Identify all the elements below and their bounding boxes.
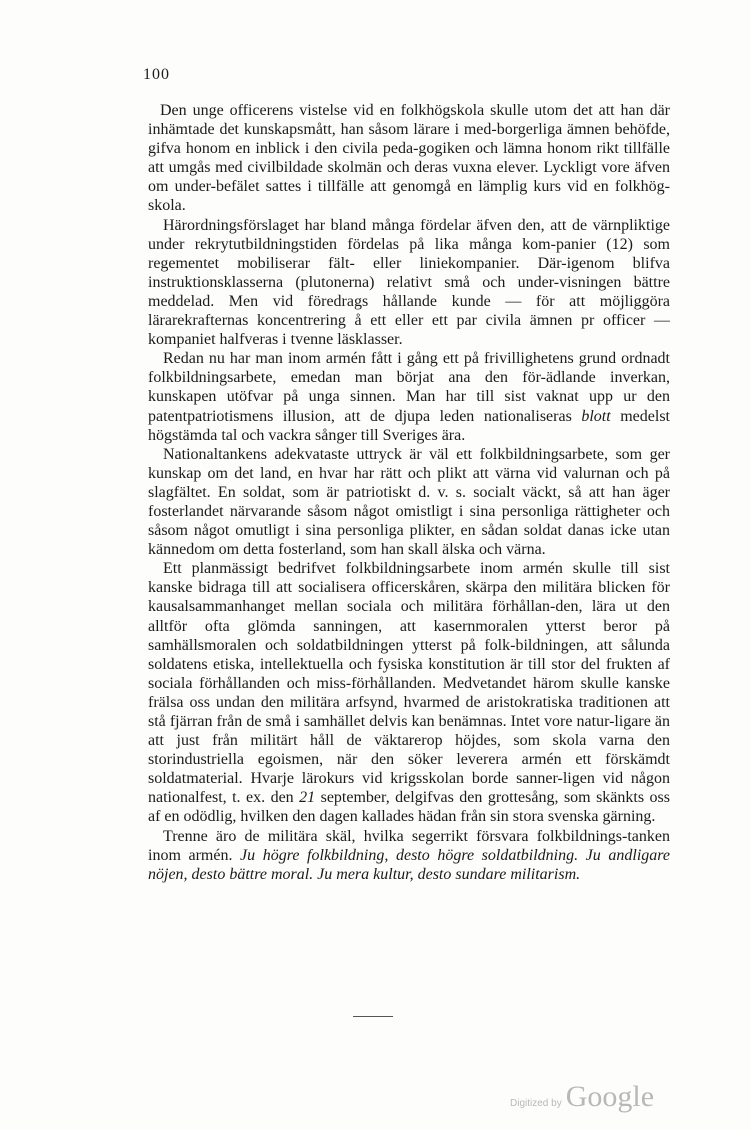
paragraph-army-organization-proposal: Härordningsförslaget har bland många fördelar äfven den, att de värnpliktige under rekrytutbildningstiden fördelas på lika många kom-panier (12) som regementet mobiliserar fält- eller liniekompanier. Där-igenom blifva instruktionsklasserna (plutonerna) relativt små och under-visningen bättre meddelad. Men vid föredrags hållande kunde — för att möjliggöra lärarekrafternas koncentrering å ett eller ett par civila ämnen pr officer — kompaniet halfveras i tvenne läsklasser.: [148, 216, 670, 349]
section-end-rule: [353, 1016, 393, 1017]
emphasized-date: 21: [299, 789, 316, 807]
paragraph-military-reasons: [148, 827, 670, 884]
watermark-prefix: Digitized by: [510, 1098, 562, 1109]
paragraph-text-before: Trenne äro de militära skäl, hvilka segerrikt försvara folkbildnings-tanken inom armén.: [148, 827, 670, 864]
digitized-watermark: [510, 1080, 654, 1114]
body-text: [148, 101, 670, 884]
google-logo: Google: [565, 1080, 655, 1113]
page-number: 100: [143, 66, 170, 83]
paragraph-voluntary-education: [148, 349, 670, 444]
emphasized-motto: Ju högre folkbildning, desto högre soldatbildning. Ju andligare nöjen, desto bättre moral. Ju mera kultur, desto sundare militarism.: [148, 846, 670, 883]
paragraph-officer-folk-high-school: Den unge officerens vistelse vid en folkhögskola skulle utom det att han där inhämtade det kunskapsmått, han såsom lärare i med-borgerliga ämnen behöfde, gifva honom en inblick i den civila peda-gogiken och lämna honom rikt tillfälle att umgås med civilbildade skolmän och deras vuxna elever. Lyckligt vore äfven om under-befälet sattes i tillfälle att genomgå en lämplig kurs vid en folkhög-skola.: [148, 102, 670, 215]
paragraph-planned-education: [148, 559, 670, 826]
paragraph-national-idea: Nationaltankens adekvataste uttryck är väl ett folkbildningsarbete, som ger kunskap om det land, en hvar har rätt och plikt att värna vid valurnan och på slagfältet. En soldat, som är patriotiskt d. v. s. socialt väckt, så att han äger fosterlandet närvarande såsom något omistligt i sina personliga rättigheter och såsom något omutligt i sina personliga plikter, en sådan soldat danas icke utan kännedom om detta fosterland, som han skall älska och värna.: [148, 445, 670, 559]
paragraph-text-after: medelst högstämda tal och vackra sånger till Sveriges ära.: [148, 407, 670, 444]
paragraph-text-before: Redan nu har man inom armén fått i gång ett på frivillighetens grund ordnadt folkbildningsarbete, emedan man börjat ana den för-ädlande inverkan, kunskapen utöfvar på unga sinnen. Man har till sist vaknat upp ur den patentpatriotismens illusion, att de djupa leden nationaliseras: [148, 350, 670, 425]
paragraph-text-after: september, delgifvas den grottesång, som skänkts oss af en odödlig, hvilken den dagen kallades hädan från sin stora svenska gärning.: [148, 789, 670, 826]
paragraph-text-before: Ett planmässigt bedrifvet folkbildningsarbete inom armén skulle till sist kanske bidraga till att socialisera officerskåren, skärpa den militära blicken för kausalsammanhanget mellan sociala och militära förhållan-den, lära ut den alltför ofta glömda sanningen, att kasernmoralen ytterst beror på samhällsmoralen och soldatbildningen ytterst på folk-bildningen, att sålunda soldatens etiska, intellektuella och fysiska konstitution är till stor del frukten af sociala förhållanden och miss-förhållanden. Medvetandet härom skulle kanske frälsa oss undan den militära arfsynd, hvarmed de aristokratiska traditionen att stå fjärran från de små i samhället delvis kan benämnas. Intet vore natur-ligare än att just från militärt håll de väktarerop höjdes, som skola varna den storindustriella egoismen, när den söker leverera armén ett förskämdt soldatmaterial. Hvarje lärokurs vid krigsskolan borde sanner-ligen vid någon nationalfest, t. ex. den: [148, 560, 670, 807]
emphasized-word: blott: [581, 407, 611, 425]
